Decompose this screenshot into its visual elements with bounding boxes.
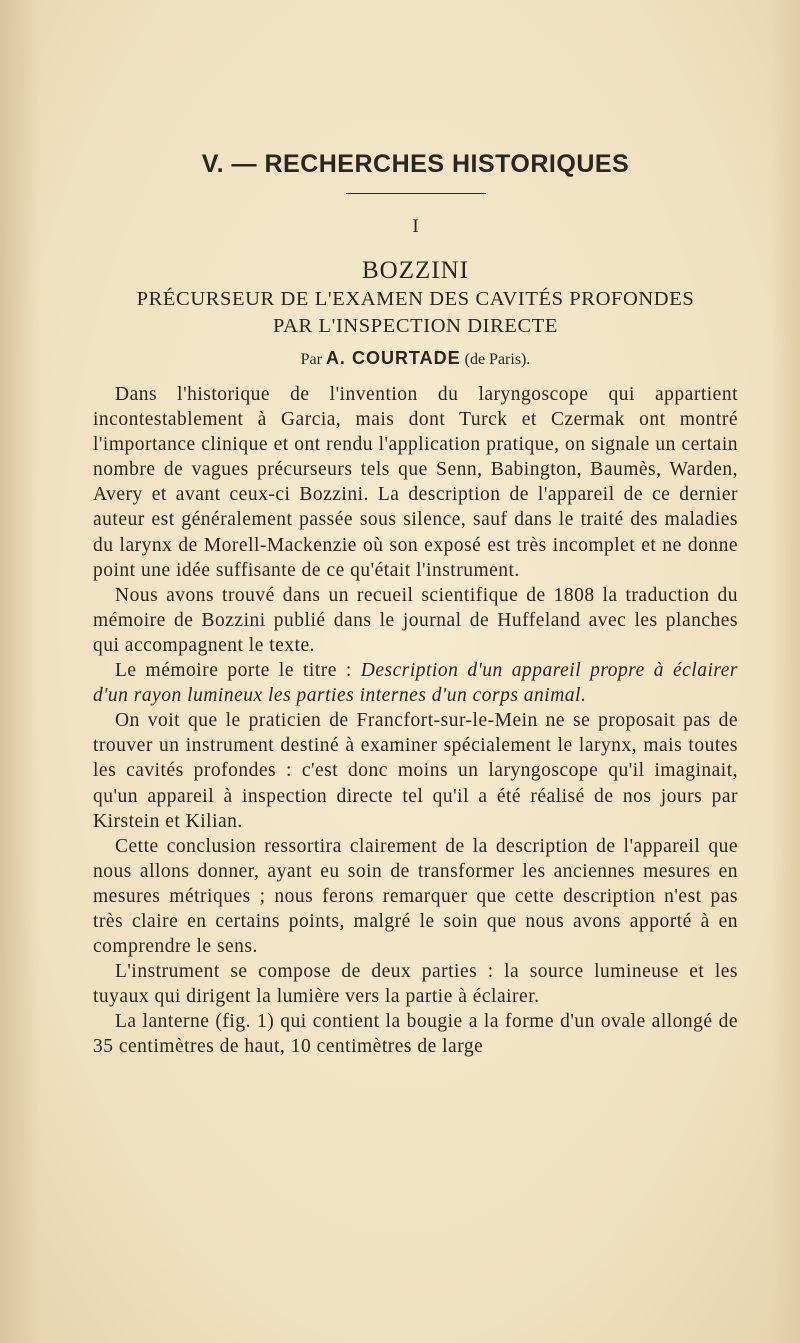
- title-rule: [346, 193, 486, 194]
- byline-author: A. COURTADE: [325, 348, 461, 368]
- article-heading-name: BOZZINI: [362, 257, 469, 284]
- article-subtitle-line-2: PAR L'INSPECTION DIRECTE: [273, 315, 558, 337]
- paragraph: L'instrument se compose de deux parties : la source lumineuse et les tuyaux qui dirigent la lumière vers la partie à éclairer.: [93, 961, 738, 1008]
- article-subtitle-line-1: PRÉCURSEUR DE L'EXAMEN DES CAVITÉS PROFONDES: [136, 288, 695, 310]
- byline-suffix: (de Paris).: [464, 351, 531, 368]
- section-title: V. — RECHERCHES HISTORIQUES: [201, 150, 630, 178]
- paragraph: La lanterne (fig. 1) qui contient la bougie a la forme d'un ovale allongé de 35 centimètres de haut, 10 centimètres de large: [93, 1011, 738, 1058]
- memoir-title: Description d'un appareil propre à éclairer d'un rayon lumineux les parties internes d'un corps animal.: [93, 660, 738, 707]
- byline-prefix: Par: [300, 351, 322, 368]
- text-column: [93, 144, 738, 1060]
- title-intro: Le mémoire porte le titre :: [115, 660, 361, 682]
- paragraph: Dans l'historique de l'invention du laryngoscope qui appartient incontestablement à Garcia, mais dont Turck et Czermak ont montré l'importance clinique et ont rendu l'application pratique, on signale un certain nombre de vagues précurseurs tels que Senn, Babington, Baumès, Warden, Avery et avant ceux-ci Bozzini. La description de l'appareil de ce dernier auteur est généralement passée sous silence, sauf dans le traité des maladies du larynx de Morell-Mackenzie où son exposé est très incomplet et ne donne point une idée suffisante de ce qu'était l'instrument.: [93, 384, 738, 581]
- byline: [93, 345, 738, 373]
- article-body: [93, 382, 738, 1060]
- paragraph: Cette conclusion ressortira clairement de la description de l'appareil que nous allons donner, ayant eu soin de transformer les anciennes mesures en mesures métriques ; nous ferons remarquer que cette description n'est pas très claire en certains points, malgré le soin que nous avons apporté à en comprendre le sens.: [93, 835, 738, 958]
- paragraph: On voit que le praticien de Francfort-sur-le-Mein ne se proposait pas de trouver un instrument destiné à examiner spécialement le larynx, mais toutes les cavités profondes : c'est donc moins un laryngoscope qu'il imaginait, qu'un appareil à inspection directe tel qu'il a été réalisé de nos jours par Kirstein et Kilian.: [93, 710, 738, 832]
- article-number: I: [412, 216, 419, 237]
- paragraph-title-quote: [93, 658, 738, 708]
- paragraph: Nous avons trouvé dans un recueil scientifique de 1808 la traduction du mémoire de Bozzini publié dans le journal de Huffeland avec les planches qui accompagnent le texte.: [93, 584, 738, 656]
